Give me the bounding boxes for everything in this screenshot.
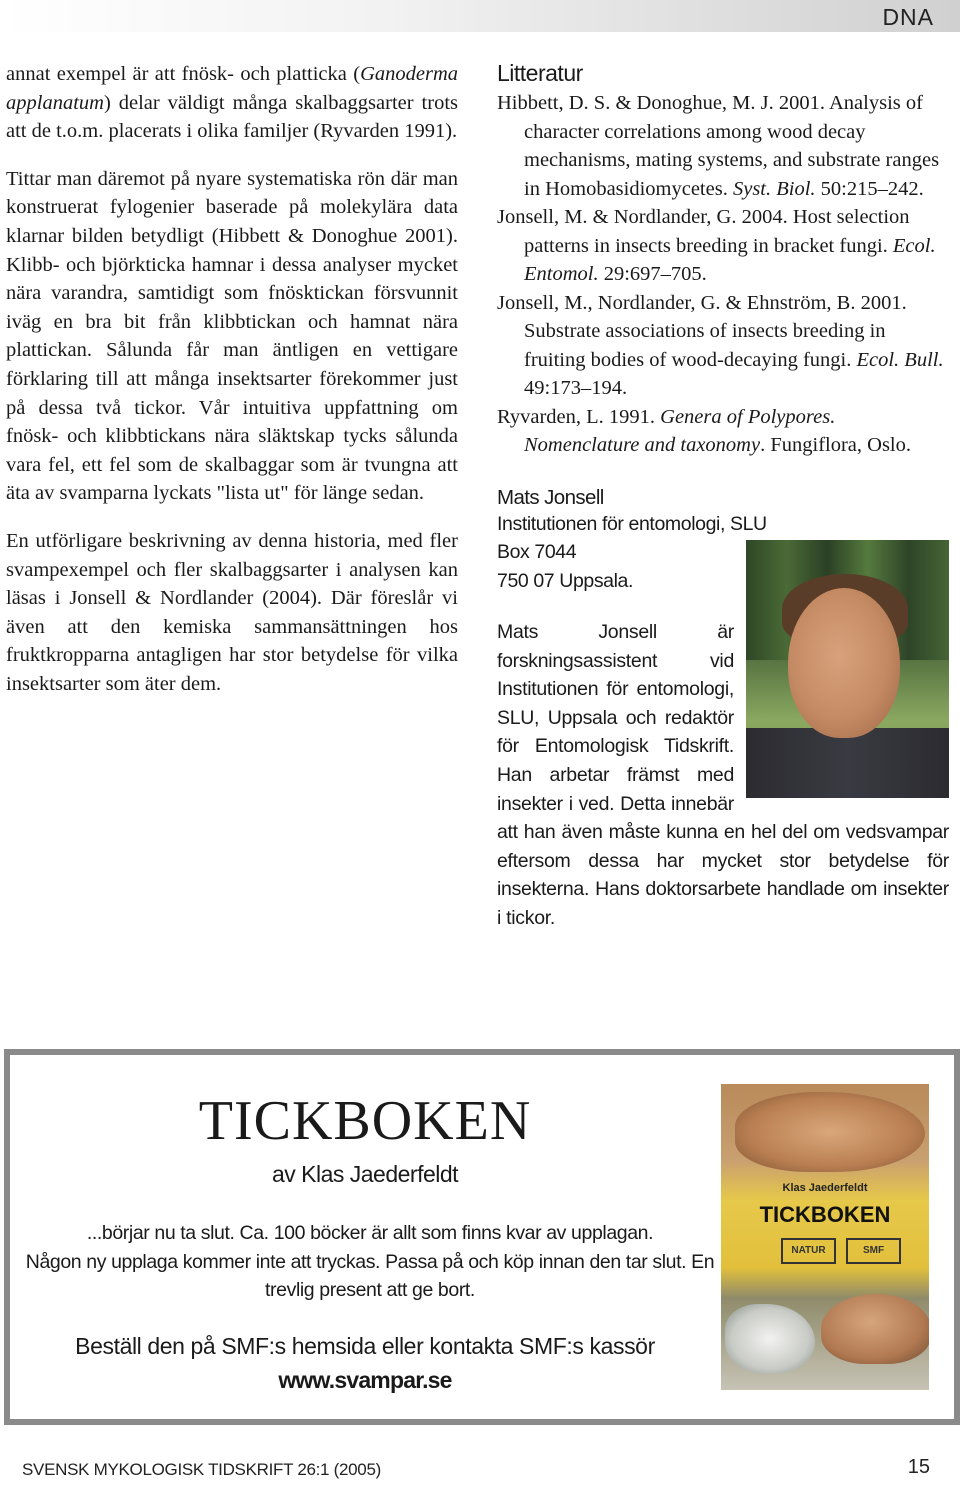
ad-blurb-line: Någon ny upplaga kommer inte att tryckas. Passa på och köp innan den tar slut. En trevlig present att ge bort.	[25, 1250, 715, 1301]
cover-author: Klas Jaederfeldt	[782, 1182, 868, 1194]
literature-heading: Litteratur	[497, 60, 583, 86]
section-label: DNA	[882, 4, 934, 30]
author-photo	[746, 540, 949, 798]
author-city: 750 07 Uppsala.	[497, 569, 634, 592]
left-column	[6, 60, 458, 717]
paragraph-3: En utförligare beskrivning av denna historia, med fler svampexempel och fler skalbaggsarter i analysen kan läsas i Jonsell & Nordlander (2004). Där föreslår vi även att den kemiska sammansättningen hos fruktkropparna antagligen har stor betydelse för vilka insektsarter som äter dem.	[6, 529, 458, 695]
author-box: Box 7044	[497, 541, 577, 563]
author-bio-text: Mats Jonsell är forskningsassistent vid Institutionen för entomologi, SLU, Uppsala och redaktör för Entomologisk Tidskrift. Han arbetar främst med insekter i ved. Detta innebär att han även måste kunna en hel del om vedsvampar eftersom dessa har mycket stor betydelse för insekterna. Hans doktorsarbete handlade om insekter i tickor.	[497, 621, 949, 929]
section-header-bar	[0, 0, 960, 32]
cover-logos	[781, 1238, 901, 1264]
cover-title: TICKBOKEN	[759, 1202, 891, 1227]
ad-blurb-line: ...börjar nu ta slut. Ca. 100 böcker är allt som finns kvar av upplagan.	[86, 1222, 654, 1244]
book-advertisement	[4, 1049, 960, 1425]
author-name: Mats Jonsell	[497, 485, 604, 509]
footer-journal: SVENSK MYKOLOGISK TIDSKRIFT 26:1 (2005)	[22, 1460, 381, 1479]
page-number: 15	[907, 1456, 930, 1478]
ad-blurb	[20, 1219, 720, 1305]
author-bio-block	[497, 618, 949, 933]
paragraph-2: Tittar man däremot på nyare systematiska rön där man konstruerat fylogenier baserade på molekylära data klarnar bilden betydligt (Hibbett & Donoghue 2001). Klibb- och björkticka hamnar i dessa analyser mycket nära varandra, samtidigt som fnösktickan försvunnit iväg en bra bit från klibbtickan och hamnat nära plattickan. Sålunda får man äntligen en vettigare förklaring till att många insektsarter förekommer just på dessa två tickor. Vår intuitiva uppfattning om fnösk- och klibbtickans nära släktskap tycks sålunda vara fel, ett fel som de skalbaggar som är tvungna att äta av svamparna lyckats "lista ut" för länge sedan.	[6, 167, 458, 505]
ad-website-link[interactable]: www.svampar.se	[278, 1367, 452, 1393]
book-cover-image	[721, 1084, 929, 1390]
ad-order-text: Beställ den på SMF:s hemsida eller kontakta SMF:s kassör	[75, 1333, 655, 1359]
reference-item: Jonsell, M., Nordlander, G. & Ehnström, B. 2001. Substrate associations of insects breeding in fruiting bodies of wood-decaying fungi. Ecol. Bull. 49:173–194.	[497, 291, 944, 399]
right-column	[497, 60, 949, 933]
reference-item: Hibbett, D. S. & Donoghue, M. J. 2001. Analysis of character correlations among wood decay mechanisms, mating systems, and substrate ranges in Homobasidiomycetes. Syst. Biol. 50:215–242.	[497, 92, 940, 200]
paragraph-1: annat exempel är att fnösk- och platticka (Ganoderma applanatum) delar väldigt många skalbaggsarter trots att de t.o.m. placerats i olika familjer (Ryvarden 1991).	[6, 63, 458, 143]
author-bio	[497, 618, 949, 933]
ad-byline: av Klas Jaederfeldt	[271, 1161, 459, 1187]
ad-title: TICKBOKEN	[198, 1090, 532, 1152]
reference-list	[497, 89, 949, 460]
natur-logo: NATUR	[781, 1238, 836, 1264]
reference-item: Ryvarden, L. 1991. Genera of Polypores. Nomenclature and taxonomy. Fungiflora, Oslo.	[497, 405, 911, 456]
author-institution: Institutionen för entomologi, SLU	[497, 512, 767, 535]
reference-item: Jonsell, M. & Nordlander, G. 2004. Host selection patterns in insects breeding in bracket fungi. Ecol. Entomol. 29:697–705.	[497, 206, 936, 285]
smf-logo: SMF	[846, 1238, 901, 1264]
